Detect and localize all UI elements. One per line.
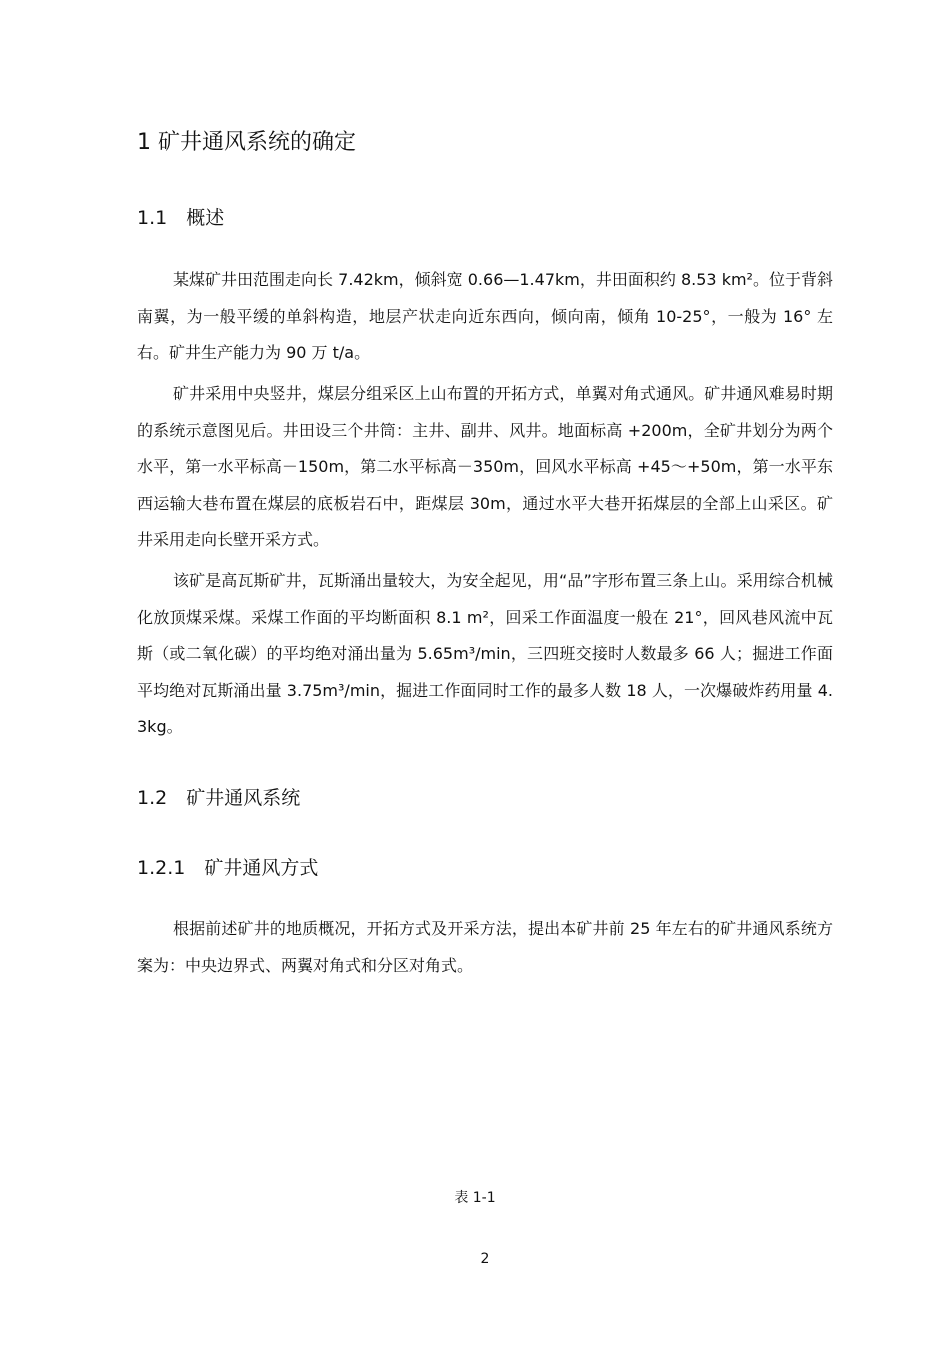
page-number: 2: [480, 1251, 490, 1267]
subsection-heading-1-2-1: 1.2.1 矿井通风方式: [137, 857, 319, 879]
paragraph-ventilation-scheme: 根据前述矿井的地质概况，开拓方式及开采方法，提出本矿井前 25 年左右的矿井通风系统方案为：中央边界式、两翼对角式和分区对角式。: [137, 919, 833, 975]
paragraph-overview: 某煤矿井田范围走向长 7.42km，倾斜宽 0.66—1.47km，井田面积约 8.53 km²。位于背斜南翼，为一般平缓的单斜构造，地层产状走向近东西向，倾向南，倾角 10-25°，一般为 16° 左右。矿井生产能力为 90 万 t/a。: [137, 270, 833, 362]
table-caption: 表 1-1: [454, 1190, 496, 1206]
section-heading-1-2: 1.2 矿井通风系统: [137, 787, 301, 809]
paragraph-development: 矿井采用中央竖井，煤层分组采区上山布置的开拓方式，单翼对角式通风。矿井通风难易时期的系统示意图见后。井田设三个井筒：主井、副井、风井。地面标高 +200m，全矿井划分为两个水平，第一水平标高－150m，第二水平标高－350m，回风水平标高 +45～+50m，第一水平东西运输大巷布置在煤层的底板岩石中，距煤层 30m，通过水平大巷开拓煤层的全部上山采区。矿井采用走向长壁开采方式。: [137, 384, 833, 549]
chapter-heading: 1 矿井通风系统的确定: [137, 130, 356, 155]
section-heading-1-1: 1.1 概述: [137, 207, 225, 229]
paragraph-gas: 该矿是高瓦斯矿井，瓦斯涌出量较大，为安全起见，用“品”字形布置三条上山。采用综合机械化放顶煤采煤。采煤工作面的平均断面积 8.1 m²，回采工作面温度一般在 21°，回风巷风流中瓦斯（或二氧化碳）的平均绝对涌出量为 5.65m³/min，三四班交接时人数最多 66 人；掘进工作面平均绝对瓦斯涌出量 3.75m³/min，掘进工作面同时工作的最多人数 18 人，一次爆破炸药用量 4.3kg。: [137, 571, 833, 736]
